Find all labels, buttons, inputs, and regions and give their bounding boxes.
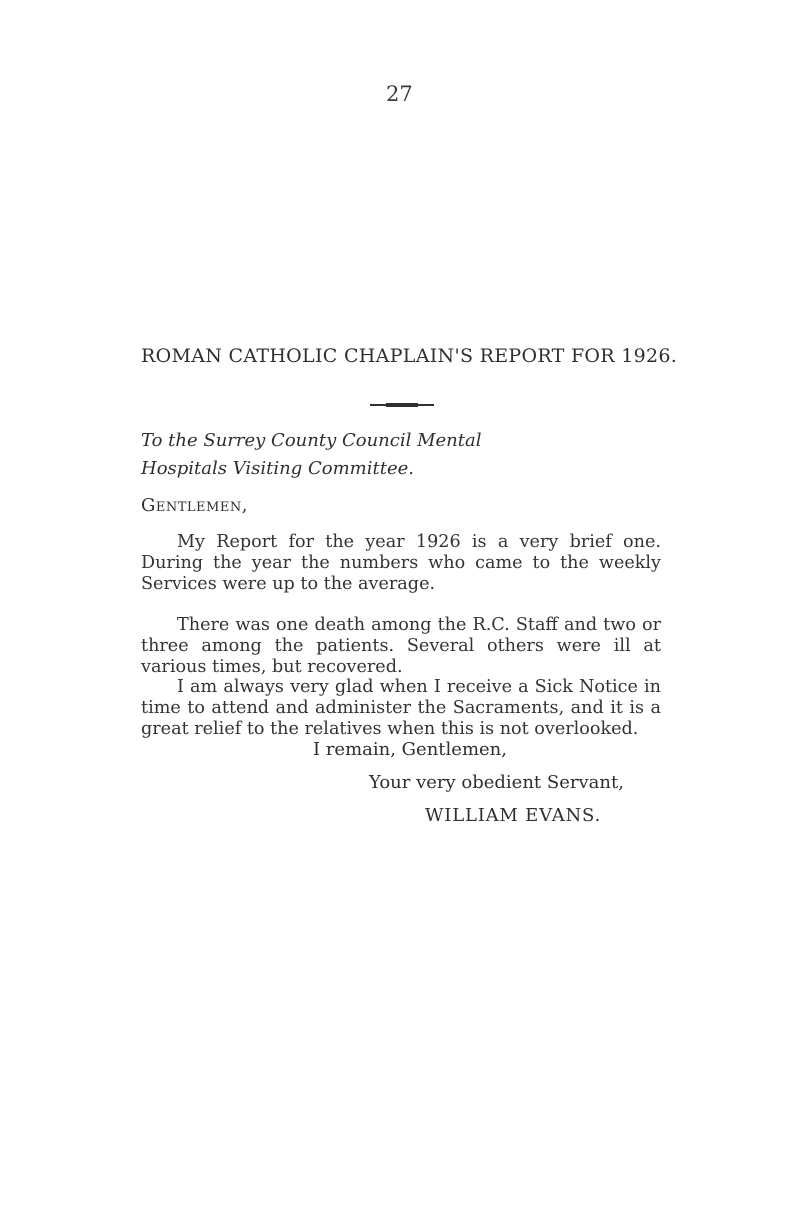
addressee-line-2: Hospitals Visiting Committee. [141,458,414,479]
report-title: ROMAN CATHOLIC CHAPLAIN'S REPORT FOR 1926. [141,345,678,367]
title-divider [370,404,434,406]
signature: WILLIAM EVANS. [425,805,602,826]
salutation: Gentlemen, [141,495,248,516]
paragraph-deaths: There was one death among the R.C. Staff and two or three among the patients. Several others were ill at various times, but recovered. [141,615,661,677]
paragraph-sick-notice: I am always very glad when I receive a Sick Notice in time to attend and administer the Sacraments, and it is a great relief to the relatives when this is not overlooked. [141,677,661,739]
page-number: 27 [386,82,413,106]
closing-line-2: Your very obedient Servant, [369,772,624,793]
closing-line-1: I remain, Gentlemen, [313,739,507,760]
addressee-line-1: To the Surrey County Council Mental [141,430,482,451]
addressee-block [141,427,481,483]
paragraph-report: My Report for the year 1926 is a very brief one. During the year the numbers who came to the weekly Services were up to the average. [141,532,661,594]
